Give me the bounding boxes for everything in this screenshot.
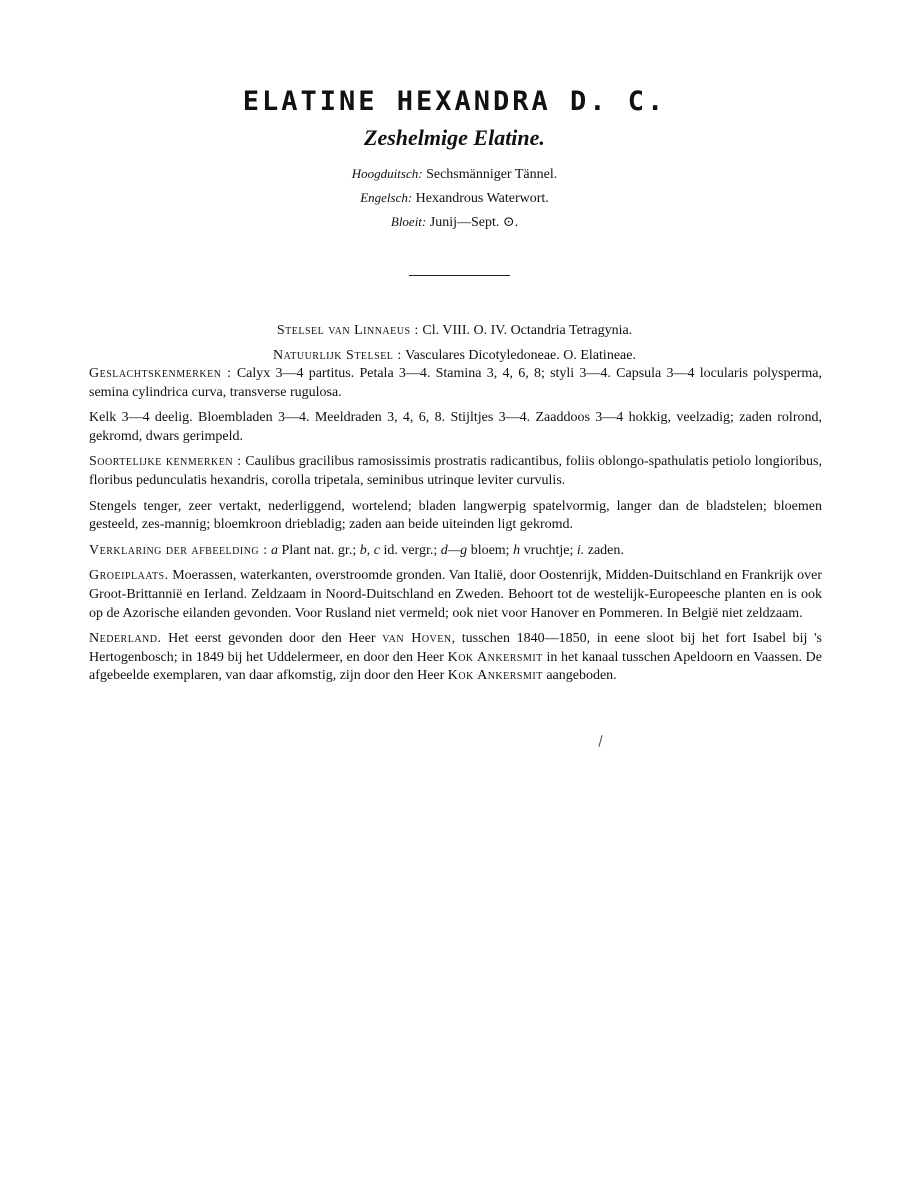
figure-text-a: Plant nat. gr.; [281, 542, 357, 558]
figure-key-h: h [513, 542, 521, 558]
figure-text-dg: bloem; [470, 542, 510, 558]
natural-system-label: Natuurlijk Stelsel : [273, 348, 402, 363]
habitat-text: Moerassen, waterkanten, overstroomde gronden. Van Italië, door Oostenrijk, Midden-Duitschland en Frankrijk over Groot-Brittannië en Ierland. Zeldzaam in Noord-Duitschland en Zweden. Behoort tot de westelijk-Europeesche planten en is ook op de Azorische eilanden gevonden. Voor Rusland niet vermeld; ook niet voor Hanover en Pommeren. In België niet zeldzaam. [89, 568, 822, 621]
species-label: Soortelijke kenmerken : [89, 454, 242, 470]
species-title: ELATINE HEXANDRA D. C. [242, 86, 667, 117]
netherlands-text-3: in het kanaal tusschen Apeldoorn en Vaassen. De afgebeelde exemplaren, van daar afkomstig, zijn door den Heer [89, 649, 822, 684]
netherlands-text-4: aangeboden. [546, 668, 617, 684]
netherlands-paragraph [89, 630, 822, 686]
habitat-paragraph [89, 567, 822, 623]
natural-system-value: Vasculares Dicotyledoneae. O. Elatineae. [405, 348, 636, 363]
figure-label: Verklaring der afbeelding : [89, 542, 268, 558]
figure-text-bc: id. vergr.; [383, 542, 438, 558]
netherlands-text-2: , tusschen 1840—1850, in eene sloot bij het fort Isabel bij 's Hertogenbosch; in 1849 bij het Uddelermeer, en door den Heer [89, 631, 823, 665]
species-latin-text: Caulibus gracilibus ramosissimis prostratis radicantibus, foliis oblongo-spathulatis petiolo longioribus, floribus pedunculatis hexandris, corolla tripetala, seminibus utrinque leviter curvulis. [89, 454, 822, 488]
person-name-van-hoven: van Hoven [382, 631, 452, 647]
genus-latin-text: Calyx 3—4 partitus. Petala 3—4. Stamina 3, 4, 6, 8; styli 3—4. Capsula 3—4 locularis polysperma, semina cylindrica curva, transverse rugulosa. [89, 366, 822, 400]
genus-latin-paragraph [89, 365, 822, 402]
vernacular-names [0, 162, 909, 234]
english-value: Hexandrous Waterwort. [415, 191, 549, 206]
figure-text-h: vruchtje; [523, 542, 574, 558]
linnaeus-label: Stelsel van Linnaeus : [276, 323, 419, 338]
figure-key-bc: b, c [359, 542, 380, 558]
german-value: Sechsmänniger Tännel. [426, 167, 558, 182]
person-name-kok-ankersmit-2: Kok Ankersmit [447, 668, 543, 684]
common-name: Zeshelmige Elatine. [364, 125, 545, 150]
figure-key-i: i. [576, 542, 585, 558]
bloom-line [0, 210, 909, 234]
bloom-value: Junij—Sept. ⊙. [429, 215, 519, 230]
genus-dutch-paragraph [89, 409, 822, 446]
species-dutch-text: Stengels tenger, zeer vertakt, nederliggend, wortelend; bladen langwerpig spatelvormig, langer dan de bladstelen; bloemen gesteeld, zes-mannig; bloemkroon driebladig; zaden aan beide uiteinden ligt gekromd. [89, 498, 822, 533]
linnaeus-line [0, 318, 909, 343]
netherlands-text-1: Het eerst gevonden door den Heer [168, 631, 376, 647]
description-body [89, 365, 822, 693]
english-name-line [0, 186, 909, 210]
classification [0, 318, 909, 368]
species-latin-paragraph [89, 453, 822, 490]
netherlands-label: Nederland. [89, 631, 162, 647]
habitat-label: Groeiplaats. [89, 568, 169, 584]
english-label: Engelsch: [360, 190, 413, 205]
bloom-label: Bloeit: [390, 214, 427, 229]
species-dutch-paragraph [89, 498, 822, 535]
genus-label: Geslachtskenmerken : [89, 366, 232, 381]
figure-key-a: a [271, 542, 279, 558]
figure-text-i: zaden. [587, 542, 624, 558]
german-label: Hoogduitsch: [351, 166, 423, 181]
stray-mark [598, 735, 602, 747]
german-name-line [0, 162, 909, 186]
figure-key-dg: d—g [440, 542, 468, 558]
divider [409, 275, 510, 276]
figure-explanation-paragraph [89, 542, 822, 561]
linnaeus-value: Cl. VIII. O. IV. Octandria Tetragynia. [422, 323, 633, 338]
genus-dutch-text: Kelk 3—4 deelig. Bloembladen 3—4. Meeldraden 3, 4, 6, 8. Stijltjes 3—4. Zaaddoos 3—4 hokkig, veelzadig; zaden rolrond, gekromd, dwars gerimpeld. [89, 410, 822, 444]
person-name-kok-ankersmit: Kok Ankersmit [447, 649, 543, 665]
